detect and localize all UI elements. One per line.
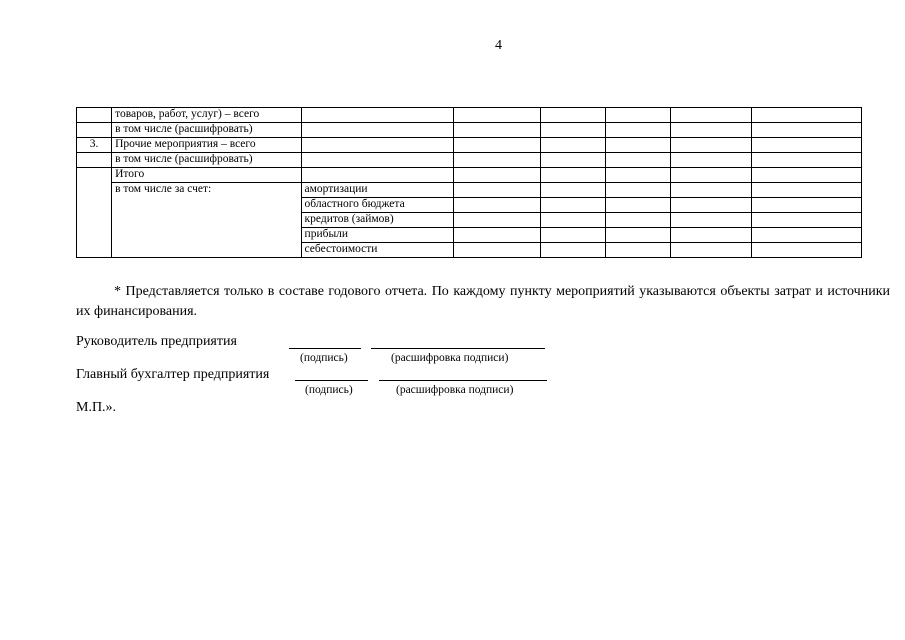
cell — [671, 243, 751, 258]
cell — [453, 183, 540, 198]
cell — [671, 198, 751, 213]
cell — [606, 213, 671, 228]
cell — [606, 108, 671, 123]
sources-label: в том числе за счет: — [112, 183, 301, 258]
cell — [301, 168, 453, 183]
cell — [606, 183, 671, 198]
cell — [751, 243, 861, 258]
cell — [541, 183, 606, 198]
row-label: в том числе (расшифровать) — [112, 153, 301, 168]
cell — [301, 123, 453, 138]
cell — [671, 168, 751, 183]
cell — [751, 108, 861, 123]
accountant-signature-caption: (подпись) — [305, 384, 353, 396]
cell — [671, 228, 751, 243]
head-decoding-caption: (расшифровка подписи) — [391, 352, 509, 364]
expenses-table — [76, 107, 862, 258]
accountant-decoding-caption: (расшифровка подписи) — [396, 384, 514, 396]
row-number — [77, 108, 112, 123]
source-label: прибыли — [301, 228, 453, 243]
row-number: 3. — [77, 138, 112, 153]
source-label: кредитов (займов) — [301, 213, 453, 228]
cell — [606, 138, 671, 153]
head-signature-line — [289, 348, 361, 349]
cell — [301, 108, 453, 123]
cell — [453, 213, 540, 228]
cell — [541, 243, 606, 258]
cell — [453, 123, 540, 138]
cell — [453, 108, 540, 123]
cell — [453, 228, 540, 243]
cell — [606, 198, 671, 213]
cell — [751, 198, 861, 213]
cell — [751, 153, 861, 168]
stamp-mark: М.П.». — [76, 400, 117, 415]
cell — [751, 123, 861, 138]
row-label: в том числе (расшифровать) — [112, 123, 301, 138]
table-row — [77, 168, 862, 183]
head-label: Руководитель предприятия — [76, 334, 237, 349]
cell — [751, 213, 861, 228]
source-label: амортизации — [301, 183, 453, 198]
cell — [541, 213, 606, 228]
cell — [751, 168, 861, 183]
cell — [541, 228, 606, 243]
cell — [751, 183, 861, 198]
cell — [671, 153, 751, 168]
cell — [453, 243, 540, 258]
cell — [606, 228, 671, 243]
accountant-signature-line — [295, 380, 368, 381]
row-number — [77, 168, 112, 258]
source-label: областного бюджета — [301, 198, 453, 213]
cell — [671, 213, 751, 228]
table-row — [77, 183, 862, 198]
table-row — [77, 108, 862, 123]
cell — [453, 198, 540, 213]
cell — [606, 168, 671, 183]
row-number — [77, 153, 112, 168]
cell — [541, 138, 606, 153]
cell — [671, 183, 751, 198]
row-label: Прочие мероприятия – всего — [112, 138, 301, 153]
cell — [301, 153, 453, 168]
cell — [453, 138, 540, 153]
cell — [671, 108, 751, 123]
cell — [541, 168, 606, 183]
cell — [453, 153, 540, 168]
row-number — [77, 123, 112, 138]
cell — [606, 243, 671, 258]
table-row — [77, 138, 862, 153]
cell — [541, 198, 606, 213]
head-decoding-line — [371, 348, 545, 349]
cell — [606, 153, 671, 168]
cell — [606, 123, 671, 138]
row-label: товаров, работ, услуг) – всего — [112, 108, 301, 123]
footnote: * Представляется только в составе годового отчета. По каждому пункту мероприятий указываются объекты затрат и источники их финансирования. — [76, 284, 890, 319]
cell — [541, 123, 606, 138]
table-row — [77, 153, 862, 168]
cell — [301, 138, 453, 153]
accountant-label: Главный бухгалтер предприятия — [76, 367, 270, 382]
cell — [671, 138, 751, 153]
cell — [751, 138, 861, 153]
accountant-decoding-line — [379, 380, 547, 381]
source-label: себестоимости — [301, 243, 453, 258]
table-row — [77, 123, 862, 138]
cell — [541, 108, 606, 123]
cell — [751, 228, 861, 243]
row-label: Итого — [112, 168, 301, 183]
head-signature-caption: (подпись) — [300, 352, 348, 364]
page-number: 4 — [495, 38, 502, 53]
cell — [541, 153, 606, 168]
cell — [453, 168, 540, 183]
cell — [671, 123, 751, 138]
